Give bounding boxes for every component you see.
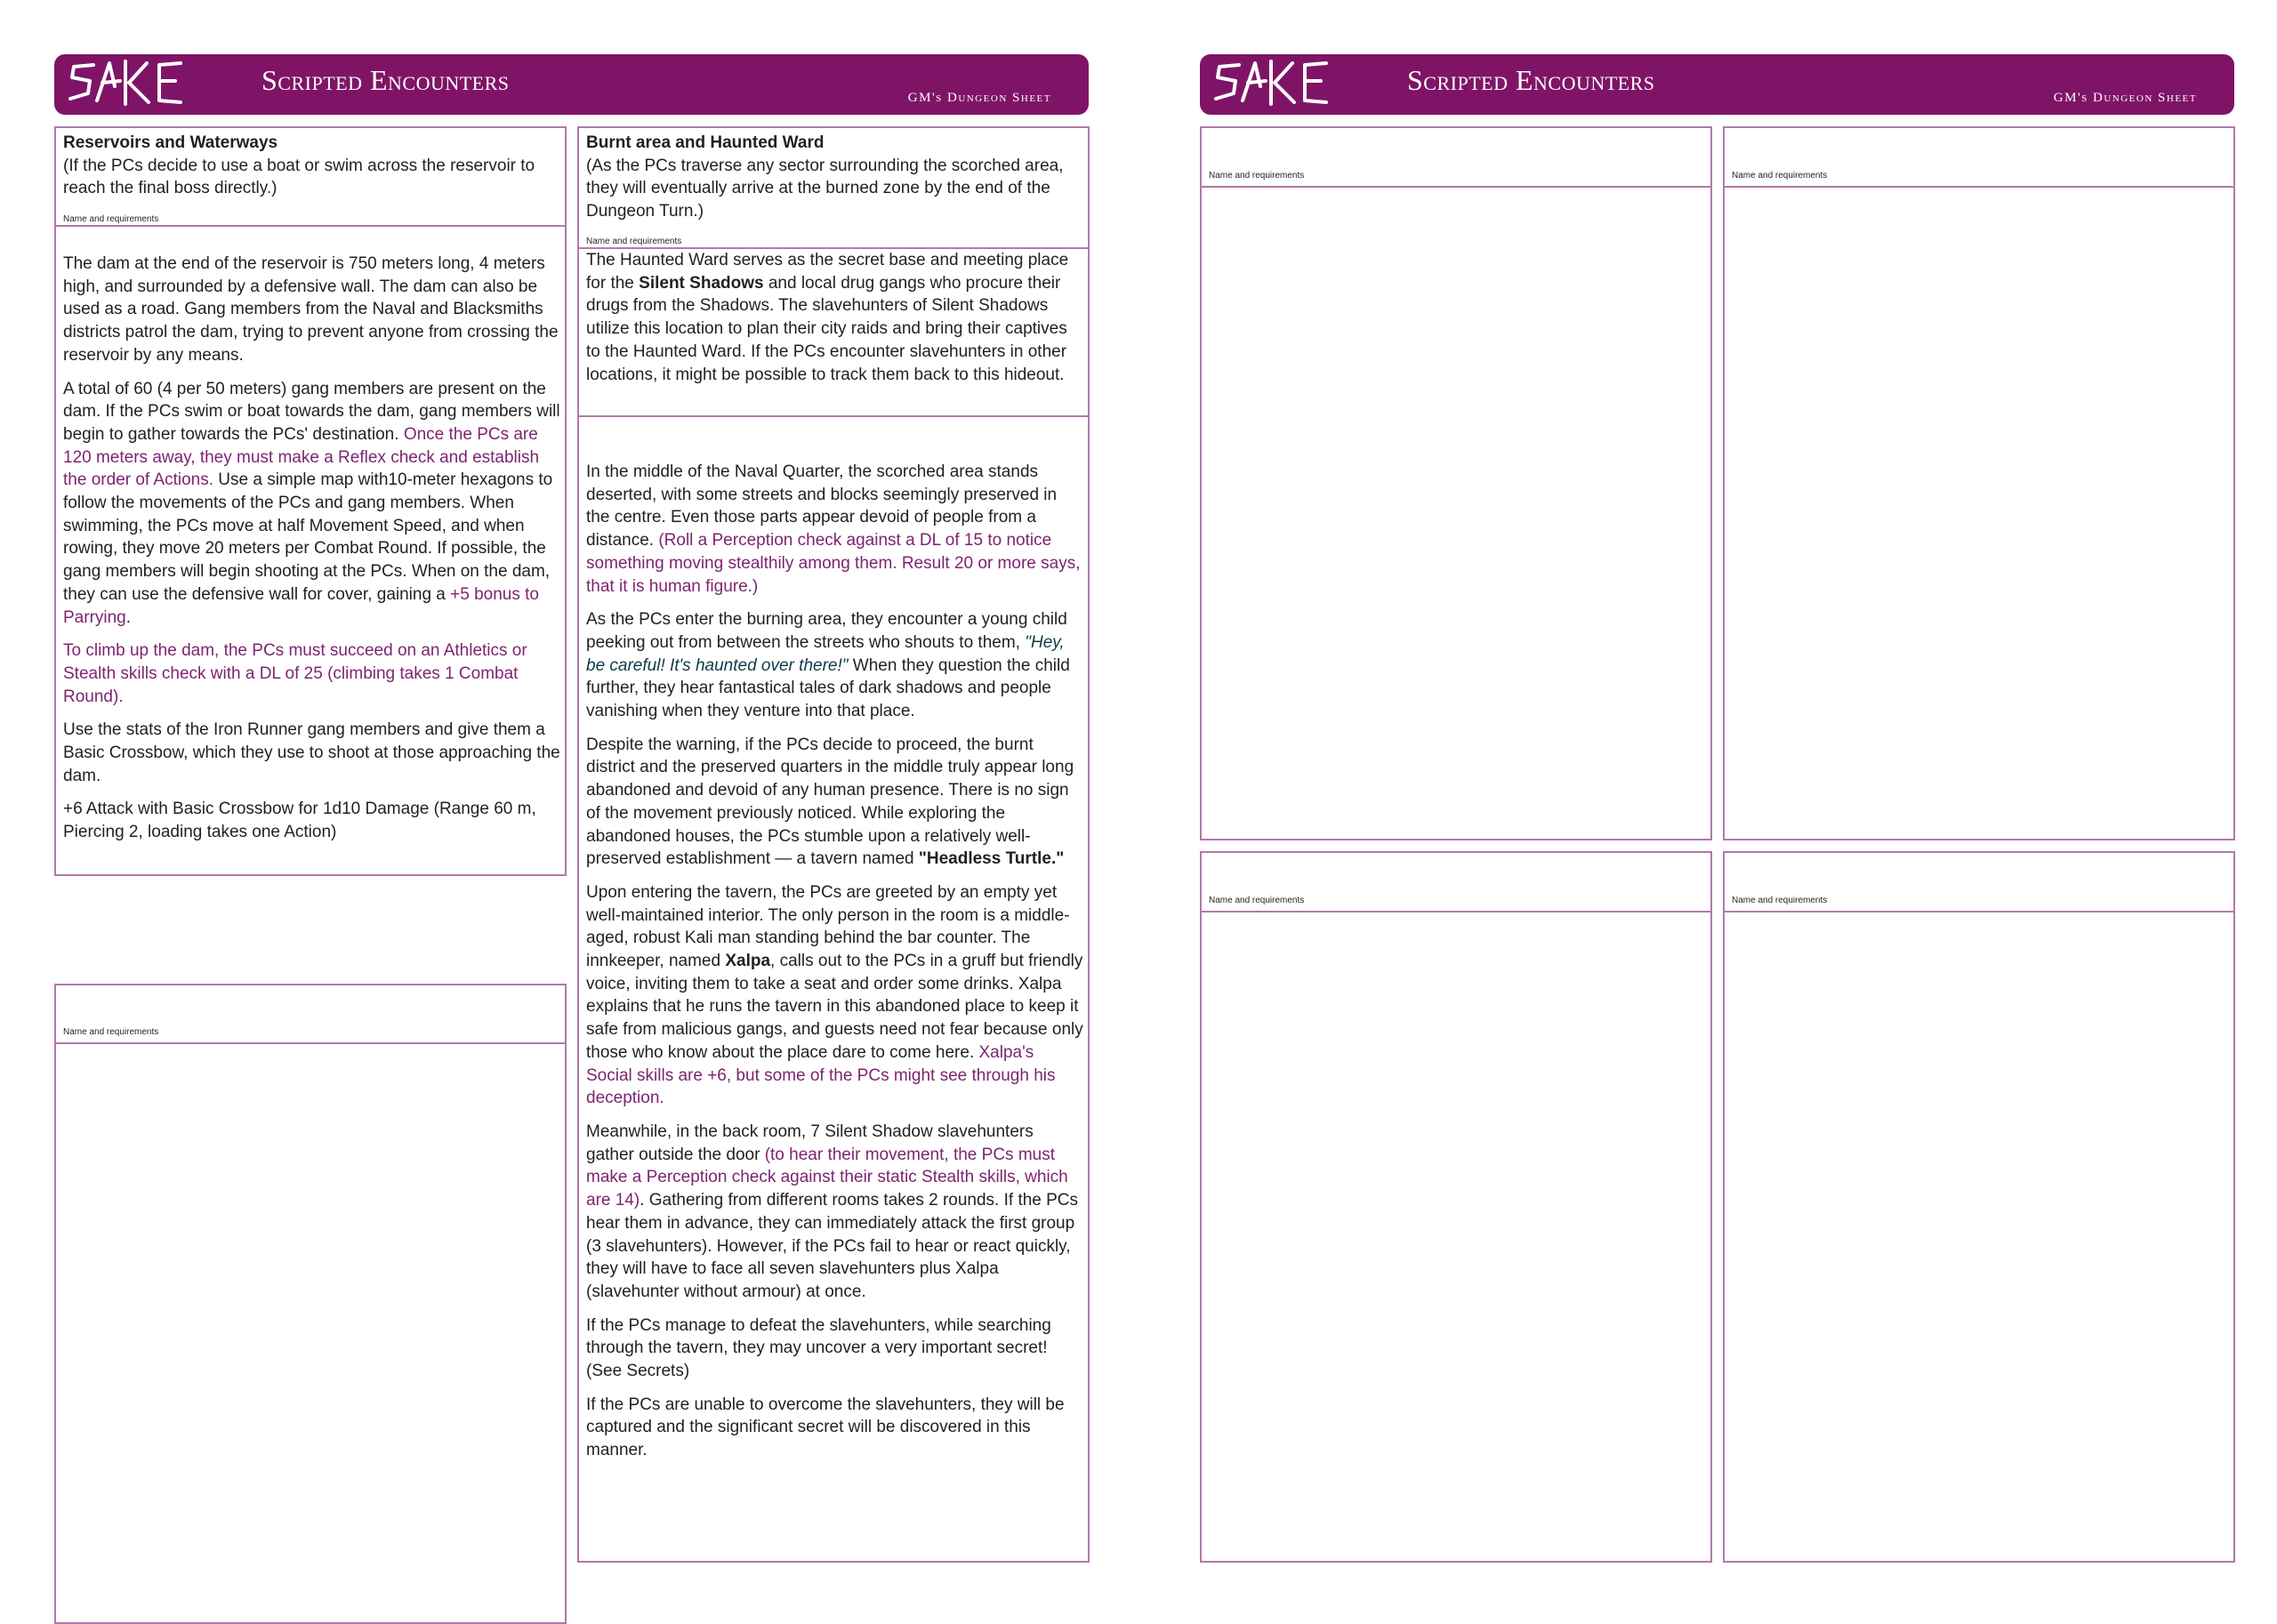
encounter-intro: (As the PCs traverse any sector surrounding the scorched area, they will eventually arrive at the burned zone by the end of the Dungeon Turn.) <box>586 156 1064 221</box>
paragraph: In the middle of the Naval Quarter, the scorched area stands deserted, with some streets and blocks seemingly preserved in the centre. Even those parts appear devoid of people from a distance. (Roll a Perception check against a DL of 15 to notice something moving stealthily among them. Result 20 or more says, that it is human figure.) <box>586 462 1081 596</box>
paragraph: +6 Attack with Basic Crossbow for 1d10 Damage (Range 60 m, Piercing 2, loading takes one Action) <box>63 800 536 842</box>
encounter-body <box>63 253 561 855</box>
page-subtitle: GM's Dungeon Sheet <box>2053 91 2197 105</box>
divider <box>579 415 1088 417</box>
name-requirements-label: Name and requirements <box>1732 896 1828 905</box>
header-banner-left <box>54 54 1089 115</box>
secret-section <box>586 249 1084 397</box>
encounter-body <box>586 461 1084 1473</box>
name-requirements-label: Name and requirements <box>586 237 682 246</box>
divider <box>1725 186 2233 188</box>
encounter-intro: (If the PCs decide to use a boat or swim across the reservoir to reach the final boss directly.) <box>63 156 535 197</box>
page-title: Scripted Encounters <box>261 64 510 96</box>
divider <box>56 1042 565 1044</box>
paragraph: A total of 60 (4 per 50 meters) gang members are present on the dam. If the PCs swim or boat towards the dam, gang members will begin to gather towards the PCs' destination. Once the PCs are 120 meters away, they must make a Reflex check and establish the order of Actions. Use a simple map with10-meter hexagons to follow the movements of the PCs and gang members. When swimming, the PCs move at half Movement Speed, and when rowing, they move 20 meters per Combat Round. If possible, the gang members will begin shooting at the PCs. When on the dam, they can use the defensive wall for cover, gaining a +5 bonus to Parrying. <box>63 379 560 627</box>
paragraph: If the PCs manage to defeat the slavehunters, while searching through the tavern, they may uncover a very important secret! (See Secrets) <box>586 1315 1051 1381</box>
encounter-box-empty <box>1200 851 1712 1563</box>
divider <box>1725 911 2233 912</box>
paragraph: As the PCs enter the burning area, they encounter a young child peeking out from between the streets who shouts to them, "Hey, be careful! It's haunted over there!" When they question the child further, they hear fantastical tales of dark shadows and people vanishing when they venture into that place. <box>586 610 1070 721</box>
divider <box>56 225 565 227</box>
paragraph: The dam at the end of the reservoir is 750 meters long, 4 meters high, and surrounded by a defensive wall. The dam can also be used as a road. Gang members from the Naval and Blacksmiths districts patrol the dam, trying to prevent anyone from crossing the reservoir by any means. <box>63 254 559 365</box>
header-banner-right <box>1200 54 2234 115</box>
name-requirements-label: Name and requirements <box>1209 171 1305 181</box>
name-requirements-label: Name and requirements <box>63 214 159 224</box>
divider <box>1202 186 1710 188</box>
encounter-box-empty <box>1723 851 2235 1563</box>
encounter-box-empty <box>1723 126 2235 840</box>
paragraph: If the PCs are unable to overcome the slavehunters, they will be captured and the significant secret will be discovered in this manner. <box>586 1395 1065 1460</box>
name-requirements-label: Name and requirements <box>63 1027 159 1037</box>
paragraph: Despite the warning, if the PCs decide to proceed, the burnt district and the preserved quarters in the middle truly appear long abandoned and devoid of any human presence. There is no sign of the movement previously noticed. While exploring the abandoned houses, the PCs stumble upon a relatively well-preserved establishment — a tavern named "Headless Turtle." <box>586 735 1074 869</box>
sake-logo <box>67 54 188 111</box>
encounter-header <box>63 132 559 200</box>
encounter-header <box>586 132 1082 222</box>
sake-logo <box>1212 54 1333 111</box>
encounter-title: Burnt area and Haunted Ward <box>586 133 825 152</box>
page-title: Scripted Encounters <box>1407 64 1655 96</box>
paragraph: To climb up the dam, the PCs must succeed on an Athletics or Stealth skills check with a DL of 25 (climbing takes 1 Combat Round). <box>63 641 527 706</box>
paragraph: The Haunted Ward serves as the secret base and meeting place for the Silent Shadows and local drug gangs who procure their drugs from the Shadows. The slavehunters of Silent Shadows utilize this location to plan their city raids and bring their captives to the Haunted Ward. If the PCs encounter slavehunters in other locations, it might be possible to track them back to this hideout. <box>586 251 1069 384</box>
paragraph: Upon entering the tavern, the PCs are greeted by an empty yet well-maintained interior. The only person in the room is a middle-aged, robust Kali man standing behind the bar counter. The innkeeper, named Xalpa, calls out to the PCs in a gruff but friendly voice, inviting them to take a seat and order some drinks. Xalpa explains that he runs the tavern in this abandoned place to keep it safe from malicious gangs, and guests need not fear because only those who know about the place dare to come here. Xalpa's Social skills are +6, but some of the PCs might see through his deception. <box>586 882 1083 1108</box>
encounter-box-reservoirs <box>54 126 567 876</box>
encounter-box-burnt-area <box>577 126 1090 1563</box>
paragraph: Meanwhile, in the back room, 7 Silent Shadow slavehunters gather outside the door (to hear their movement, the PCs must make a Perception check against their static Stealth skills, which are 14). Gathering from different rooms takes 2 rounds. If the PCs hear them in advance, they can immediately attack the first group (3 slavehunters). However, if the PCs fail to hear or react quickly, they will have to face all seven slavehunters plus Xalpa (slavehunter without armour) at once. <box>586 1122 1079 1301</box>
name-requirements-label: Name and requirements <box>1209 896 1305 905</box>
encounter-title: Reservoirs and Waterways <box>63 133 278 152</box>
page-subtitle: GM's Dungeon Sheet <box>907 91 1051 105</box>
encounter-box-empty <box>54 984 567 1624</box>
name-requirements-label: Name and requirements <box>1732 171 1828 181</box>
encounter-box-empty <box>1200 126 1712 840</box>
paragraph: Use the stats of the Iron Runner gang members and give them a Basic Crossbow, which they use to shoot at those approaching the dam. <box>63 720 560 785</box>
divider <box>1202 911 1710 912</box>
